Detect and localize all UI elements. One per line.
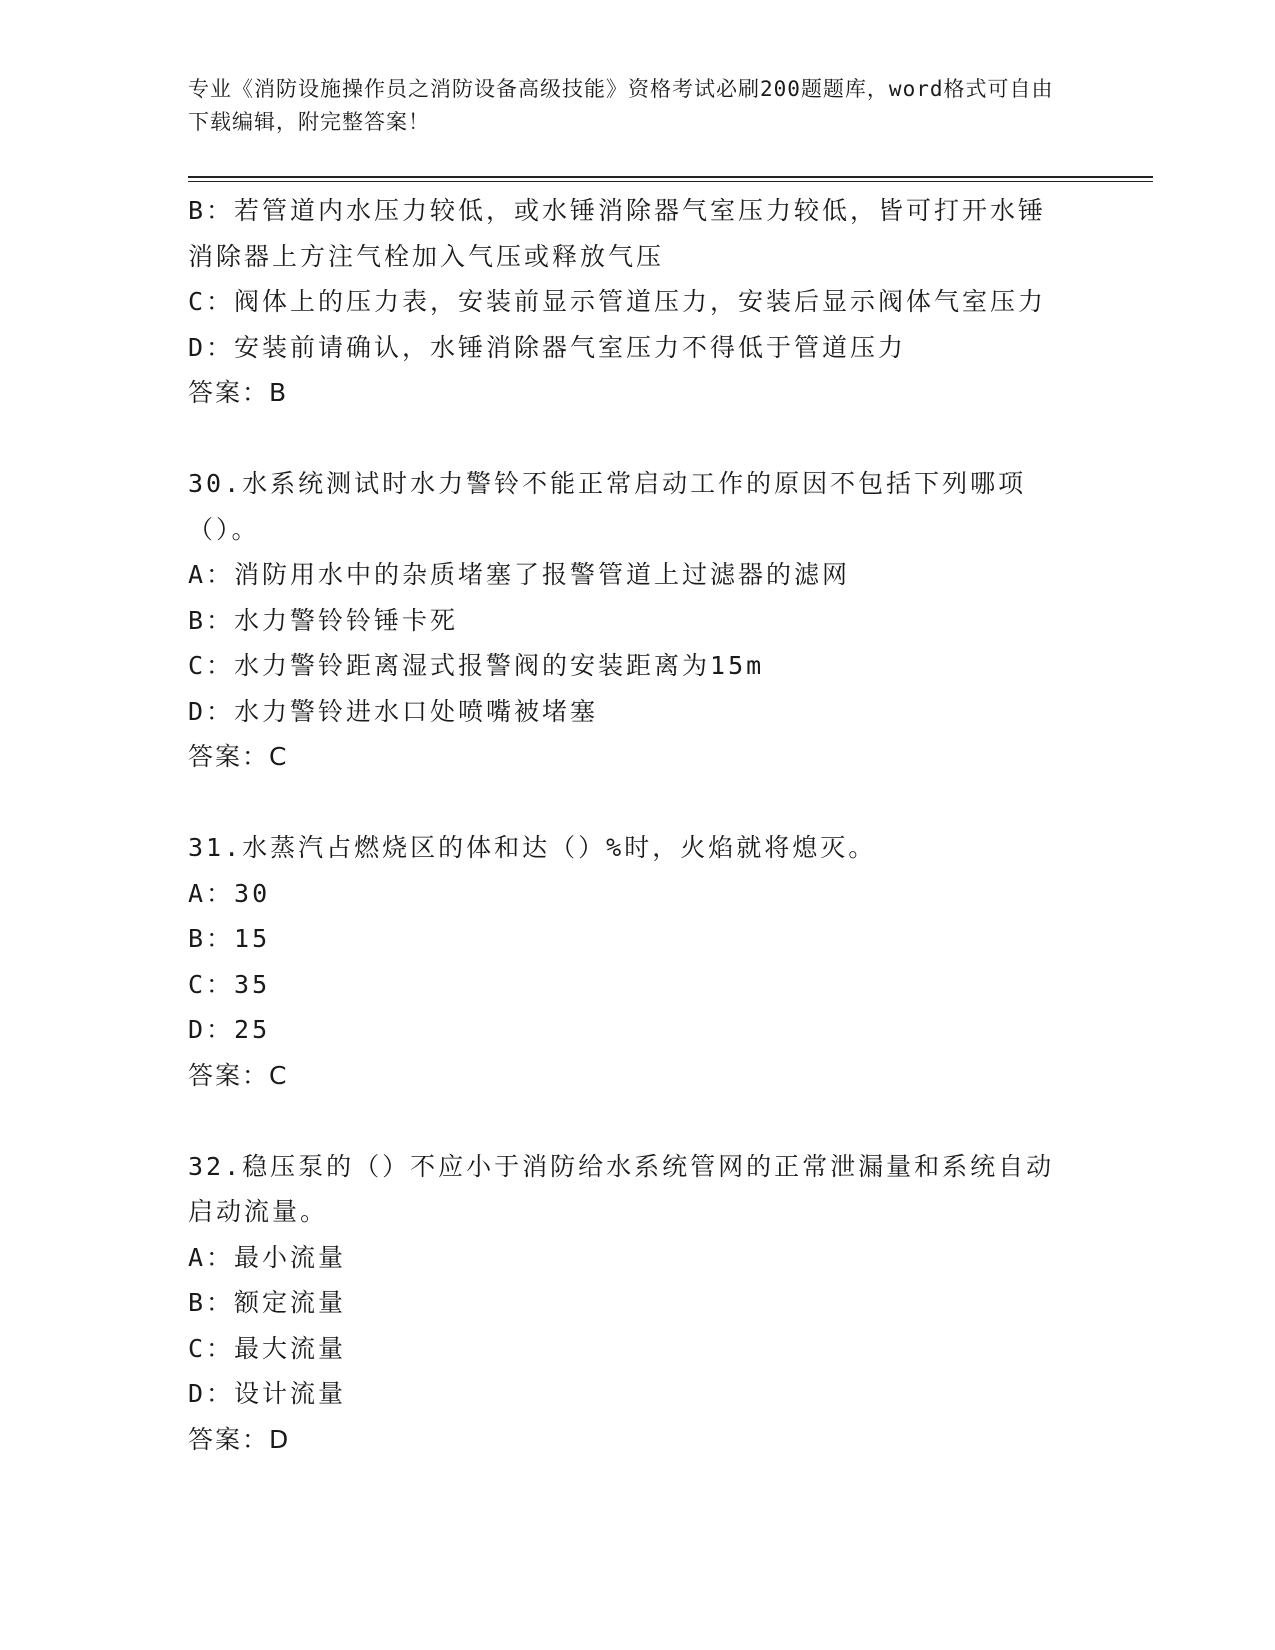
answer-line: 答案：C: [188, 1060, 289, 1090]
option-a: A：30: [188, 878, 271, 908]
document-header: [188, 73, 1068, 139]
spacer: [188, 1098, 1088, 1144]
option-c: C：阀体上的压力表，安装前显示管道压力，安装后显示阀体气室压力: [188, 287, 1047, 316]
header-divider-thick: [188, 176, 1153, 178]
question-list: [188, 188, 1088, 1462]
option-c: C：水力警铃距离湿式报警阀的安装距离为15m: [188, 651, 765, 680]
option-c: C：35: [188, 969, 271, 999]
option-d: D：水力警铃进水口处喷嘴被堵塞: [188, 696, 599, 726]
option-d: D：安装前请确认，水锤消除器气室压力不得低于管道压力: [188, 332, 907, 362]
answer-line: 答案：B: [188, 378, 289, 407]
answer-line: 答案：D: [188, 1424, 291, 1454]
question-stem: 31.水蒸汽占燃烧区的体和达（）%时，火焰就将熄灭。: [188, 833, 877, 862]
question-block-29: [188, 188, 1088, 416]
spacer: [188, 416, 1088, 462]
option-c: C：最大流量: [188, 1333, 347, 1363]
question-block-31: [188, 825, 1088, 1098]
option-b: B：15: [188, 924, 271, 953]
option-d: D：设计流量: [188, 1379, 347, 1408]
option-b: B：若管道内水压力较低，或水锤消除器气室压力较低，皆可打开水锤消除器上方注气栓加入气压或释放气压: [188, 196, 1047, 271]
answer-line: 答案：C: [188, 742, 289, 771]
question-stem: 30.水系统测试时水力警铃不能正常启动工作的原因不包括下列哪项（）。: [188, 469, 1027, 544]
option-a: A：消防用水中的杂质堵塞了报警管道上过滤器的滤网: [188, 560, 851, 589]
question-block-30: [188, 461, 1088, 780]
question-stem: 32.稳压泵的（）不应小于消防给水系统管网的正常泄漏量和系统自动启动流量。: [188, 1151, 1055, 1226]
option-d: D：25: [188, 1015, 271, 1044]
header-divider-thin: [188, 181, 1153, 182]
question-block-32: [188, 1144, 1088, 1463]
option-b: B：水力警铃铃锤卡死: [188, 605, 459, 635]
option-b: B：额定流量: [188, 1288, 347, 1317]
header-text: 专业《消防设施操作员之消防设备高级技能》资格考试必刷200题题库，word格式可自由下载编辑，附完整答案！: [188, 77, 1054, 134]
spacer: [188, 780, 1088, 826]
option-a: A：最小流量: [188, 1242, 347, 1272]
